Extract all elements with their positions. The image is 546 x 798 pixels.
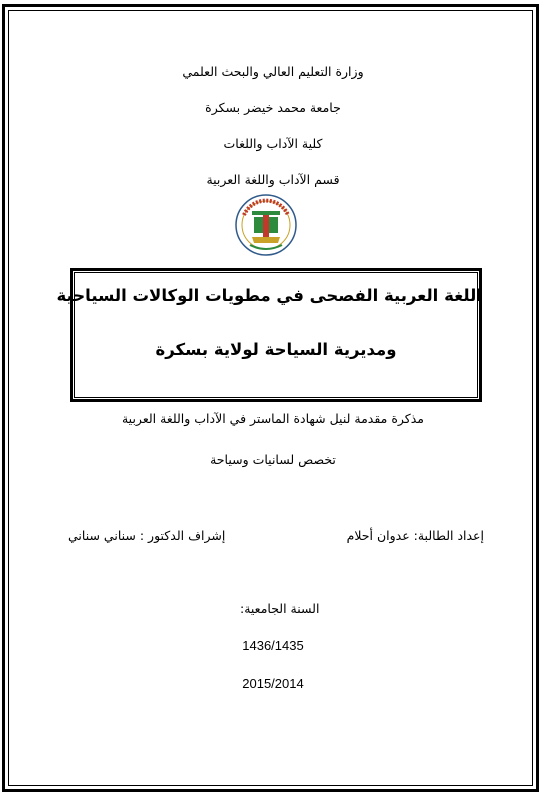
university-seal-icon — [234, 193, 298, 257]
thesis-title-line-2: ومديرية السياحة لولاية بسكرة — [155, 340, 397, 359]
department-name: قسم الآداب واللغة العربية — [206, 172, 340, 187]
specialization: تخصص لسانيات وسياحة — [210, 452, 336, 467]
degree-statement: مذكرة مقدمة لنيل شهادة الماستر في الآداب واللغة العربية — [121, 411, 424, 426]
hijri-year: 1436/1435 — [242, 638, 304, 653]
ministry-name: وزارة التعليم العالي والبحث العلمي — [182, 64, 364, 79]
faculty-name: كلية الآداب واللغات — [223, 136, 323, 151]
academic-year-label: السنة الجامعية: — [240, 601, 320, 616]
thesis-title-line-1: اللغة العربية الفصحى في مطويات الوكالات السياحية — [56, 286, 482, 305]
university-name: جامعة محمد خيضر بسكرة — [205, 100, 341, 115]
gregorian-year: 2015/2014 — [242, 676, 304, 691]
student-credit: إعداد الطالبة: عدوان أحلام — [346, 528, 484, 543]
supervisor-credit: إشراف الدكتور : سناني سناني — [68, 528, 226, 543]
